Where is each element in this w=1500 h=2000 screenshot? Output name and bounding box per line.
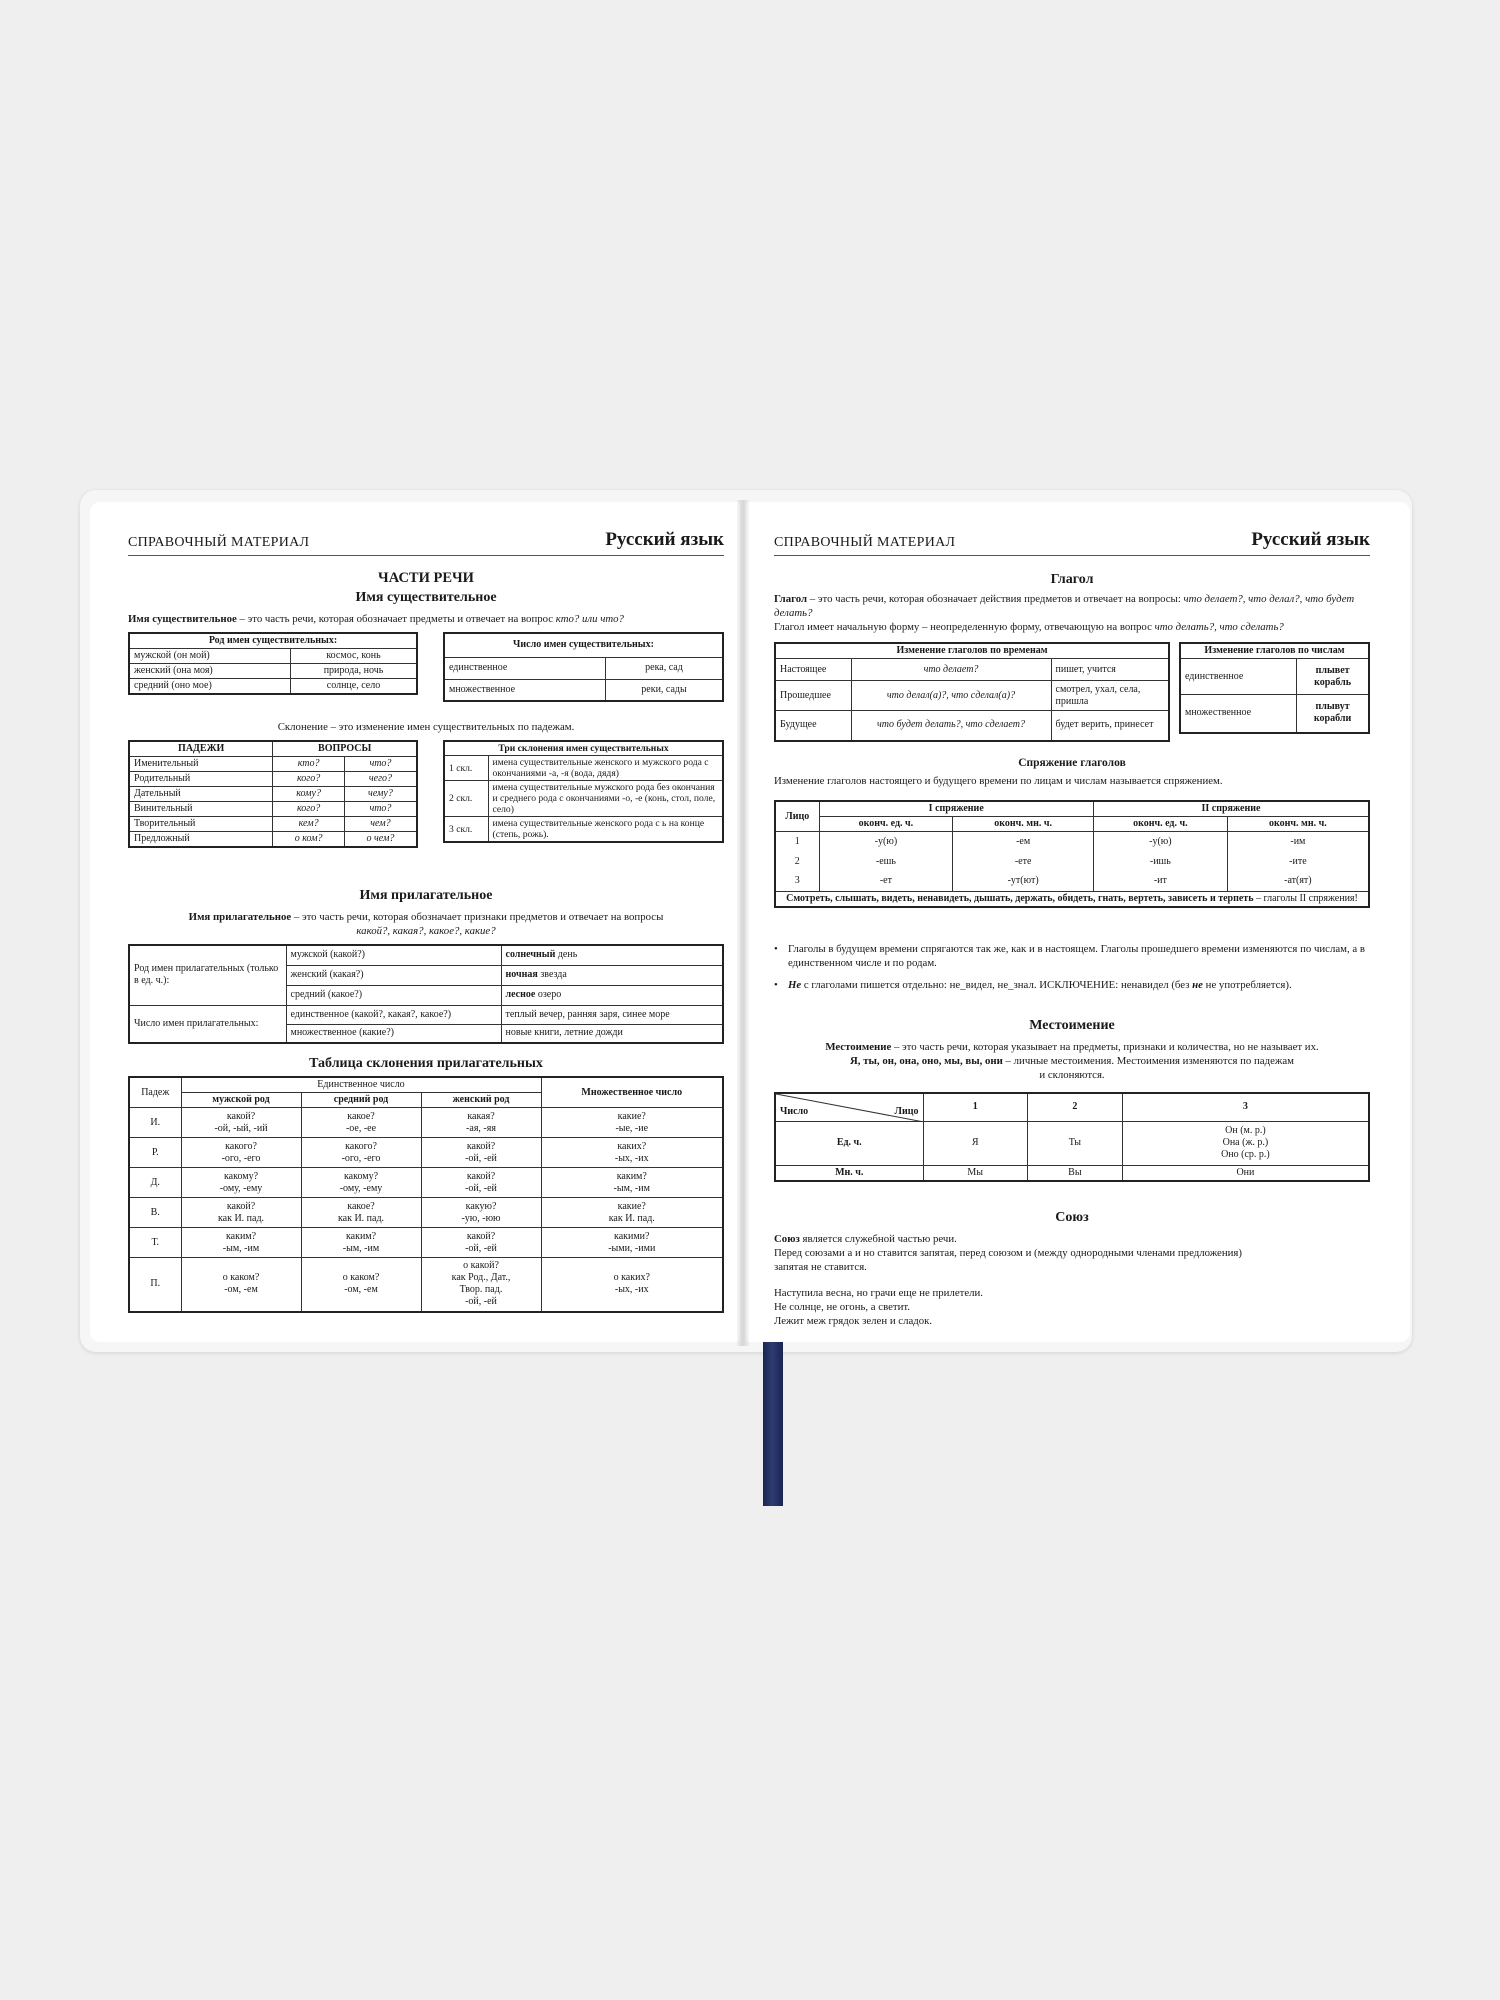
declension-cell: какая? -ая, -яя: [421, 1108, 541, 1138]
declension-cell: какие? как И. пад.: [541, 1198, 723, 1228]
conjugation-row: [775, 832, 1369, 852]
noun-gender-table: Род имен существительных: мужской (он мой) космос, конь женский (она моя) природа, ночь средний (оно мое) солнце, село: [128, 632, 418, 695]
declension-cell: каким? -ым, -им: [181, 1228, 301, 1258]
conjugation-definition: Изменение глаголов настоящего и будущего времени по лицам и числам называется спряжением.: [774, 775, 1223, 787]
verb-number-table: Изменение глаголов по числам единственное плывет корабль множественное плывут корабли: [1179, 642, 1370, 734]
verb-tense-table: Изменение глаголов по временам Настоящее что делает? пишет, учится Прошедшее что делал(а)?, что сделал(а)? смотрел, ухал, села, пришла Будущее что будет делать?, что сделает? будет верить, принесет: [774, 642, 1170, 742]
ending-cell: -у(ю): [1093, 832, 1227, 852]
case-label: Р.: [129, 1138, 181, 1168]
adjective-declension-row: [129, 1108, 723, 1138]
declension-cell: какое? -ое, -ее: [301, 1108, 421, 1138]
noun-definition: Имя существительное – это часть речи, которая обозначает предметы и отвечает на вопрос кто? или что?: [128, 613, 624, 625]
declension-cell: о каком? -ом, -ем: [301, 1258, 421, 1312]
case-label: П.: [129, 1258, 181, 1312]
declension-cell: какой? как И. пад.: [181, 1198, 301, 1228]
declension-cell: какими? -ыми, -ими: [541, 1228, 723, 1258]
union-definition: Союз является служебной частью речи. Перед союзами а и но ставится запятая, перед союзом и (между однородными членами предложения) запятая не ставится.: [774, 1233, 1242, 1273]
header-ref-label: СПРАВОЧНЫЙ МАТЕРИАЛ: [128, 535, 310, 550]
page-header-right: [774, 528, 1370, 556]
ending-cell: -у(ю): [819, 832, 953, 852]
adjective-declension-row: [129, 1228, 723, 1258]
adjective-title: Имя прилагательное: [359, 888, 493, 903]
declension-cell: о каком? -ом, -ем: [181, 1258, 301, 1312]
adjective-declension-table: Падеж Единственное число Множественное число мужской род средний род женский род И. какой? -ой, -ый, -ий какое? -ое, -ее какая? -ая, -яя какие? -ые, -ие Р. какого? -ого, -его какого? -ого, -его какой? -ой, -ей каких? -ых, -их Д. какому? -ому, -ему какому? -ому, -ему какой? -ой, -ей каким? -ым, -им В. какой? как И. пад. какое? как И. пад. какую? -ую, -юю какие? как И. пад. Т. каким? -ым, -им каким? -ым, -им какой? -ой, -ей какими? -ыми, -ими П. о каком? -ом, -ем о каком? -ом, -ем о какой? как Род., Дат., Твор. пад. -ой, -ей о каких? -ых, -их: [128, 1076, 724, 1313]
case-label: И.: [129, 1108, 181, 1138]
header-subject: Русский язык: [605, 529, 724, 550]
ending-cell: -ите: [1227, 852, 1369, 872]
declension-cell: какие? -ые, -ие: [541, 1108, 723, 1138]
declension-cell: о каких? -ых, -их: [541, 1258, 723, 1312]
ending-cell: -ут(ют): [953, 872, 1094, 892]
declension-cell: какого? -ого, -его: [301, 1138, 421, 1168]
declension-cell: какой? -ой, -ый, -ий: [181, 1108, 301, 1138]
verb-definition: Глагол – это часть речи, которая обозначает действия предметов и отвечает на вопросы: что делает?, что делал?, что будет делать? Глагол имеет начальную форму – неопределенную форму, отвечающую на вопрос что делать?, что сделать?: [774, 593, 1355, 633]
declension-cell: какое? как И. пад.: [301, 1198, 421, 1228]
pronoun-table: Число Лицо 1 2 3 Ед. ч. Я Ты Он (м. р.) Она (ж. р.) Оно (ср. р.) Мн. ч. Мы Вы Они: [774, 1092, 1370, 1182]
page-header: [128, 528, 724, 556]
three-declensions-table: Три склонения имен существительных 1 скл. имена существительные женского и мужского рода с окончаниями -а, -я (вода, дядя) 2 скл. имена существительные мужского рода без окончания и среднего рода с окончаниями -о, -е (конь, стол, поле, село) 3 скл. имена существительные женского рода с ь на конце (степь, рожь).: [443, 740, 724, 843]
person-number: 3: [775, 872, 819, 892]
adjective-definition: Имя прилагательное – это часть речи, которая обозначает признаки предметов и отвечает на вопросы какой?, какая?, какое?, какие?: [188, 911, 664, 937]
bullet-future-tense: • Глаголы в будущем времени спрягаются так же, как и в настоящем. Глаголы прошедшего времени изменяются по числам, а в единственном числе и по родам.: [774, 943, 1365, 969]
parts-of-speech-title: ЧАСТИ РЕЧИ: [378, 570, 474, 586]
declension-cell: какую? -ую, -юю: [421, 1198, 541, 1228]
adjective-declension-title: Таблица склонения прилагательных: [309, 1056, 543, 1071]
adjective-declension-row: [129, 1258, 723, 1312]
declension-cell: о какой? как Род., Дат., Твор. пад. -ой, -ей: [421, 1258, 541, 1312]
conjugation-row: [775, 852, 1369, 872]
declension-definition: Склонение – это изменение имен существительных по падежам.: [277, 721, 575, 733]
conjugation-row: [775, 872, 1369, 892]
case-label: Д.: [129, 1168, 181, 1198]
declension-cell: каких? -ых, -их: [541, 1138, 723, 1168]
declension-cell: какому? -ому, -ему: [301, 1168, 421, 1198]
adjective-declension-row: [129, 1168, 723, 1198]
case-label: В.: [129, 1198, 181, 1228]
bookmark-ribbon[interactable]: [763, 1342, 783, 1506]
header-ref-label-right: СПРАВОЧНЫЙ МАТЕРИАЛ: [774, 535, 956, 550]
pronoun-diagonal-header: Число Лицо: [775, 1093, 923, 1121]
ending-cell: -ем: [953, 832, 1094, 852]
ending-cell: -ете: [953, 852, 1094, 872]
noun-title: Имя существительное: [355, 590, 497, 605]
ending-cell: -им: [1227, 832, 1369, 852]
bullet-ne-with-verbs: • Не с глаголами пишется отдельно: не_видел, не_знал. ИСКЛЮЧЕНИЕ: ненавидел (без не не употребляется).: [774, 979, 1292, 991]
pronoun-definition: Местоимение – это часть речи, которая указывает на предметы, признаки и количества, но не называет их. Я, ты, он, она, оно, мы, вы, они – личные местоимения. Местоимения изменяются по падежам и склоняются.: [825, 1041, 1319, 1081]
header-subject-right: Русский язык: [1251, 529, 1370, 550]
cases-table: ПАДЕЖИ ВОПРОСЫ Именительный кто? что? Родительный кого? чего? Дательный кому? чему? Винительный кого? что? Творительный кем? чем? Предложный о ком? о чем?: [128, 740, 418, 848]
declension-cell: какой? -ой, -ей: [421, 1228, 541, 1258]
declension-cell: какой? -ой, -ей: [421, 1168, 541, 1198]
ending-cell: -ет: [819, 872, 953, 892]
adjective-declension-row: [129, 1198, 723, 1228]
left-page: [90, 502, 740, 1342]
declension-cell: какой? -ой, -ей: [421, 1138, 541, 1168]
ending-cell: -ит: [1093, 872, 1227, 892]
union-examples: Наступила весна, но грачи еще не прилетели. Не солнце, не огонь, а светит. Лежит меж грядок зелен и сладок.: [774, 1287, 983, 1327]
union-title: Союз: [1055, 1210, 1089, 1225]
verb-title: Глагол: [1050, 572, 1094, 587]
adjective-declension-row: [129, 1138, 723, 1168]
pronoun-title: Местоимение: [1029, 1018, 1115, 1033]
person-number: 2: [775, 852, 819, 872]
adjective-gender-number-table: Род имен прилагательных (только в ед. ч.): мужской (какой?) солнечный день женский (какая?) ночная звезда средний (какое?) лесное озеро Число имен прилагательных: единственное (какой?, какая?, какое?) теплый вечер, ранняя заря, синее море множественное (какие?) новые книги, летние дожди: [128, 944, 724, 1044]
ending-cell: -ешь: [819, 852, 953, 872]
declension-cell: каким? -ым, -им: [301, 1228, 421, 1258]
conjugation-title: Спряжение глаголов: [1018, 757, 1126, 769]
declension-cell: какому? -ому, -ему: [181, 1168, 301, 1198]
declension-cell: каким? -ым, -им: [541, 1168, 723, 1198]
person-number: 1: [775, 832, 819, 852]
case-label: Т.: [129, 1228, 181, 1258]
conjugation-table: Лицо I спряжение II спряжение оконч. ед. ч. оконч. мн. ч. оконч. ед. ч. оконч. мн. ч. 1 -у(ю) -ем -у(ю) -им 2 -ешь -ете -ишь -ите 3 -ет -ут(ют) -ит -ат(ят) Смотреть, слышать, видеть, ненавидеть, дышать, держать, обидеть, гнать, вертеть, зависеть и терпеть – глаголы II спряжения!: [774, 800, 1370, 908]
declension-cell: какого? -ого, -его: [181, 1138, 301, 1168]
right-page: [746, 502, 1410, 1342]
noun-number-table: Число имен существительных: единственное река, сад множественное реки, сады: [443, 632, 724, 702]
ending-cell: -ат(ят): [1227, 872, 1369, 892]
ending-cell: -ишь: [1093, 852, 1227, 872]
book-gutter: [737, 500, 749, 1346]
